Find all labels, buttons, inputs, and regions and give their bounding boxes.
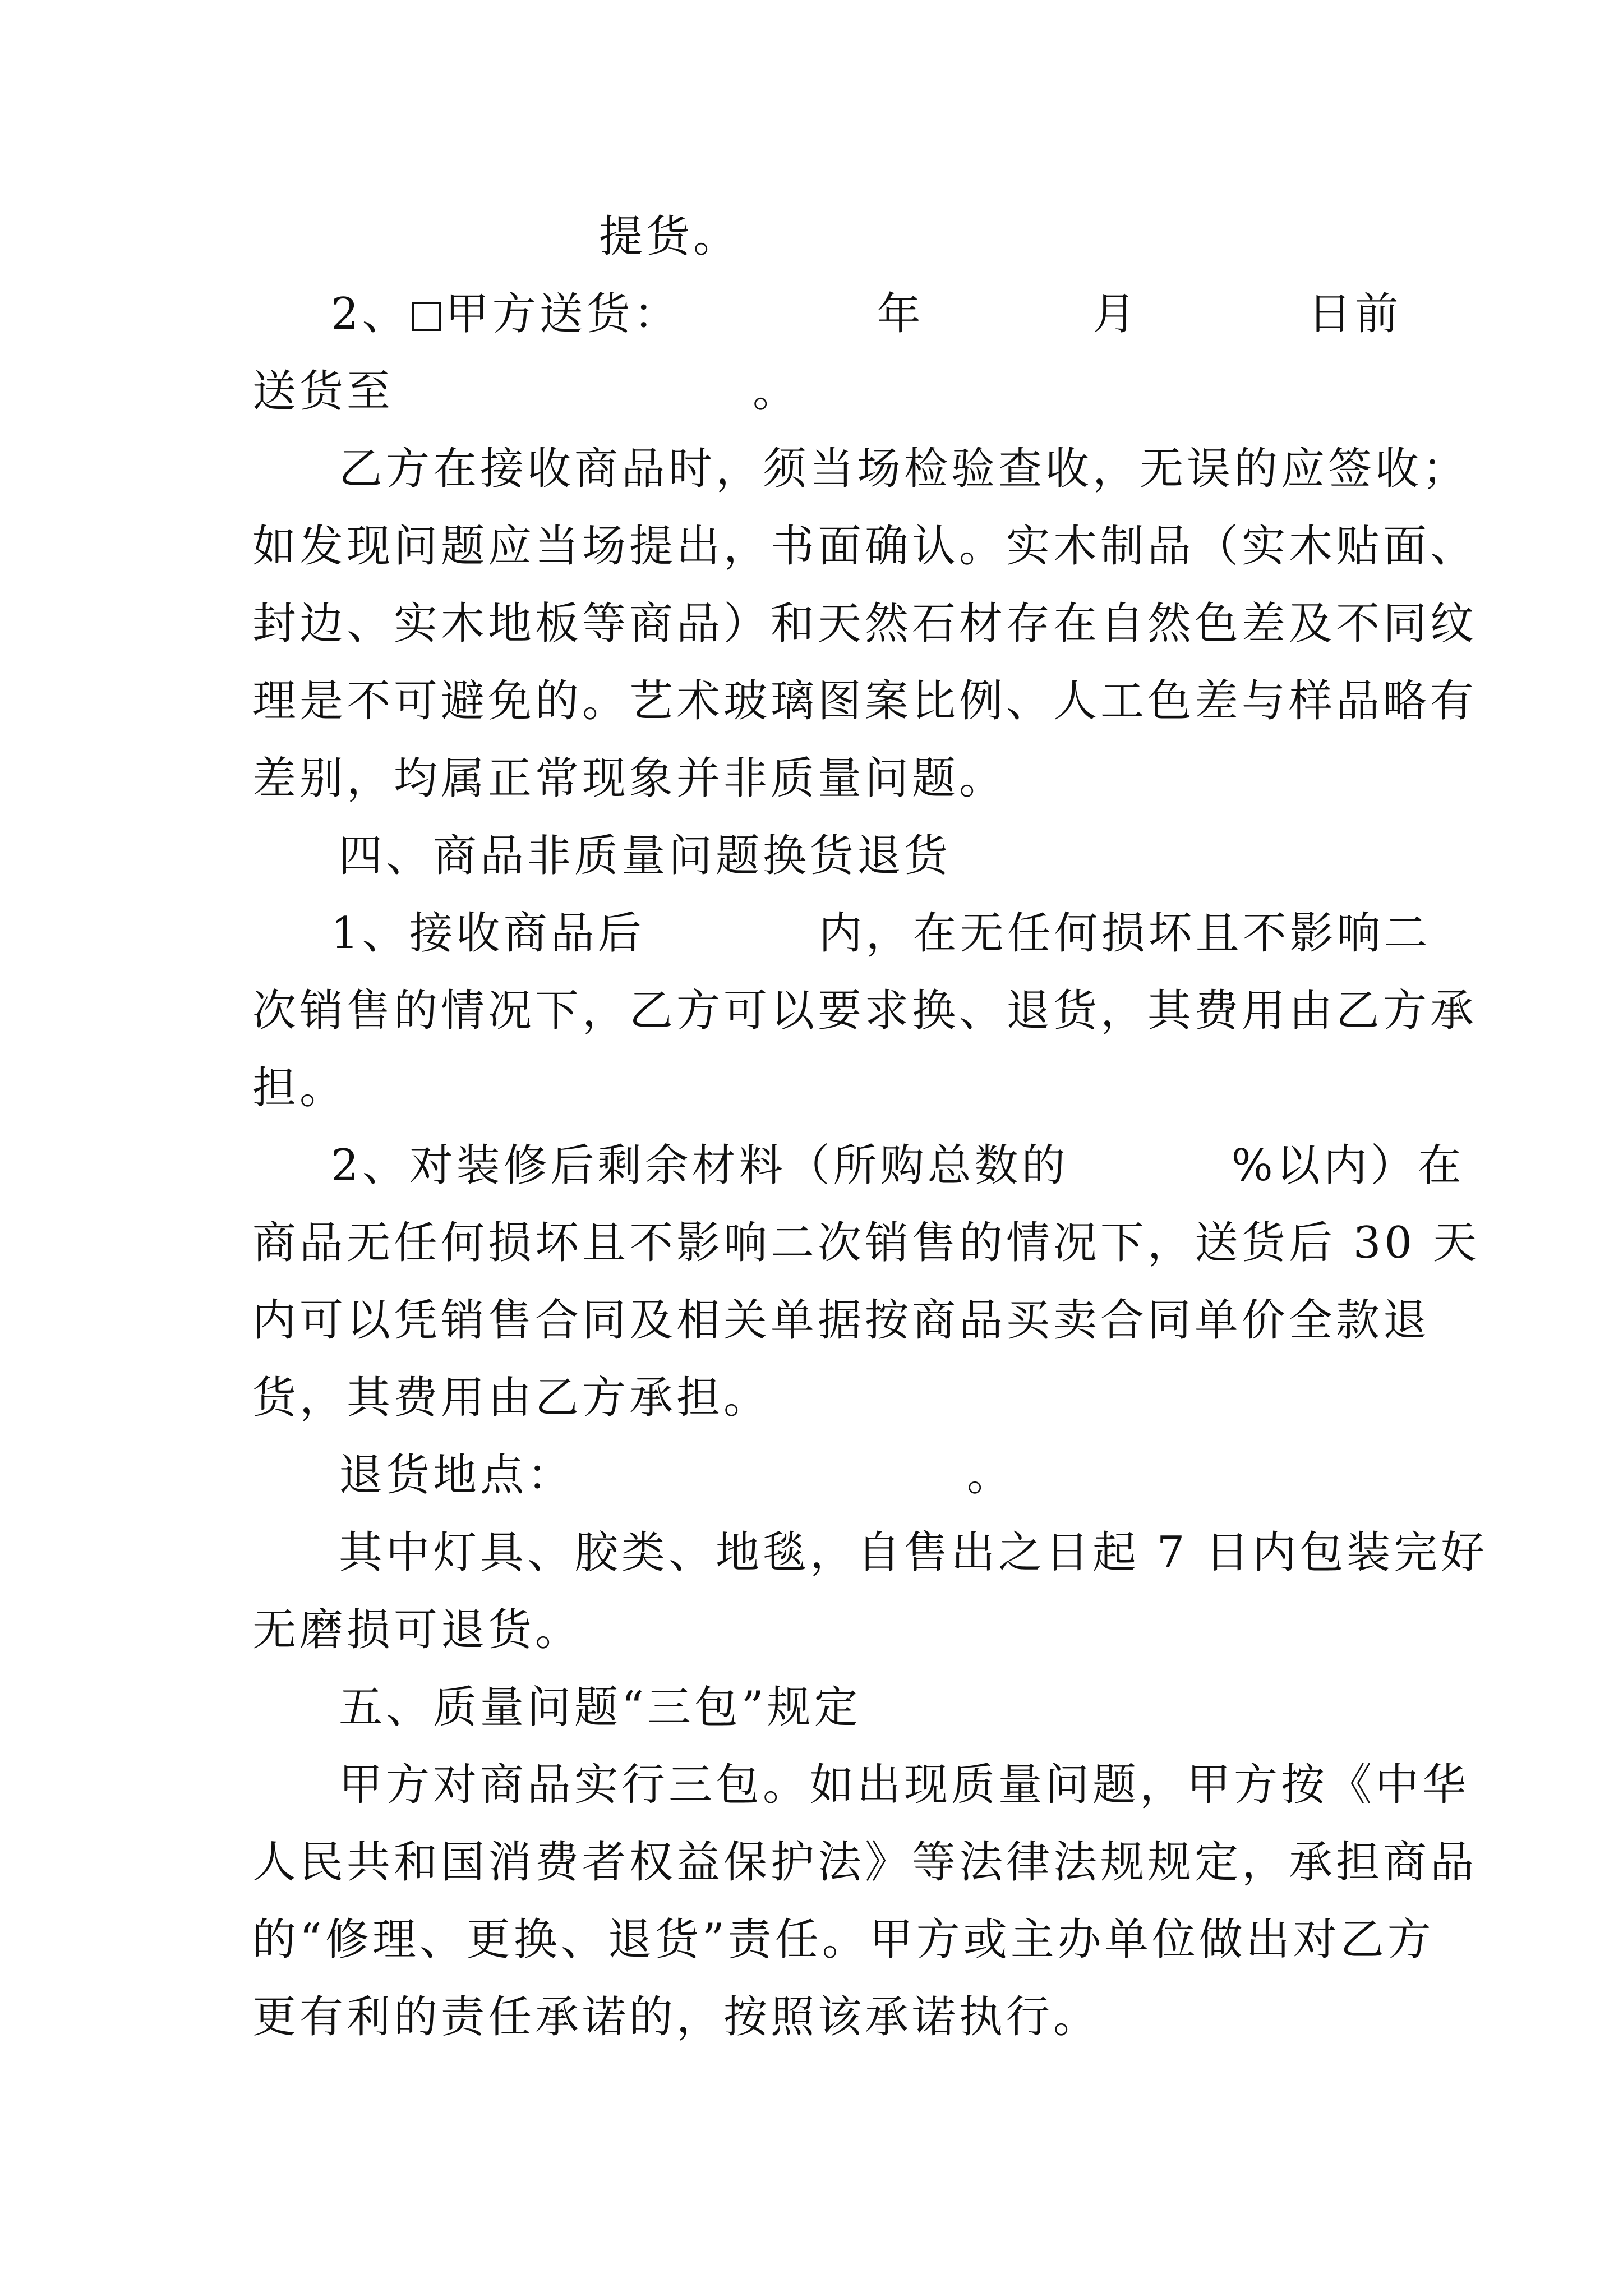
text-line — [252, 673, 1478, 729]
item-number: 2、 — [331, 289, 409, 339]
line-text: 乙方在接收商品时，须当场检验查收，无误的应签收； — [339, 444, 1470, 494]
text-line — [252, 1215, 1480, 1271]
text-line — [252, 1602, 1391, 1658]
text-line — [252, 596, 1478, 652]
section-heading — [339, 828, 1391, 884]
text-line — [252, 1060, 1391, 1116]
text-line — [339, 1757, 1470, 1813]
text-line — [599, 209, 1623, 265]
text-line — [252, 518, 1478, 574]
line-text: %以内）在 — [1231, 1140, 1465, 1191]
line-text: 封边、实木地板等商品）和天然石材存在自然色差及不同纹 — [252, 599, 1478, 649]
line-text: 差别，均属正常现象并非质量问题。 — [252, 753, 1007, 804]
text-line — [331, 1138, 1465, 1194]
line-text: 的“修理、更换、退货”责任。甲方或主办单位做出对乙方 — [252, 1915, 1435, 1965]
line-text: 甲方对商品实行三包。如出现质量问题，甲方按《中华 — [339, 1760, 1470, 1810]
line-text: 送货至 — [252, 366, 394, 417]
text-line — [339, 441, 1470, 497]
line-text: 人民共和国消费者权益保护法》等法律法规规定，承担商品 — [252, 1837, 1478, 1888]
line-text: 次销售的情况下，乙方可以要求换、退货，其费用由乙方承 — [252, 986, 1478, 1036]
text-line — [252, 1834, 1478, 1890]
text-line — [339, 1525, 1488, 1581]
line-text: 。 — [967, 1450, 1015, 1501]
delivery-label: 甲方送货： — [445, 289, 681, 339]
section-heading-text: 五、质量问题“三包”规定 — [339, 1682, 861, 1733]
line-text: 退货地点： — [339, 1450, 575, 1501]
line-text: 提货。 — [599, 211, 741, 262]
text-line — [252, 751, 1391, 807]
line-text: 无磨损可退货。 — [252, 1605, 583, 1655]
line-text: 。 — [753, 366, 800, 417]
delivery-checkbox[interactable] — [412, 302, 441, 331]
line-text: 内，在无任何损坏且不影响二 — [818, 908, 1431, 959]
line-text: 货，其费用由乙方承担。 — [252, 1373, 771, 1423]
text-line — [252, 364, 1391, 420]
line-text: 担。 — [252, 1063, 347, 1114]
text-line — [252, 1989, 1391, 2045]
section-heading-text: 四、商品非质量问题换货退货 — [339, 831, 952, 881]
month-label: 月 — [1092, 289, 1140, 339]
text-line — [339, 1447, 1391, 1503]
text-line — [252, 1370, 1391, 1426]
year-label: 年 — [877, 289, 924, 339]
day-label: 日前 — [1307, 289, 1402, 339]
text-line — [252, 1912, 1435, 1968]
line-text: 理是不可避免的。艺术玻璃图案比例、人工色差与样品略有 — [252, 676, 1478, 726]
delivery-option-line — [331, 286, 1402, 342]
line-text: 1、接收商品后 — [331, 908, 645, 959]
line-text: 内可以凭销售合同及相关单据按商品买卖合同单价全款退 — [252, 1295, 1431, 1346]
text-line — [331, 905, 1431, 961]
line-text: 商品无任何损坏且不影响二次销售的情况下，送货后 30 天 — [252, 1218, 1480, 1268]
line-text: 2、对装修后剩余材料（所购总数的 — [331, 1140, 1069, 1191]
section-heading — [339, 1680, 1391, 1736]
text-line — [252, 1292, 1431, 1349]
line-text: 更有利的责任承诺的，按照该承诺执行。 — [252, 1992, 1101, 2042]
line-text: 如发现问题应当场提出，书面确认。实木制品（实木贴面、 — [252, 521, 1478, 572]
line-text: 其中灯具、胶类、地毯，自售出之日起 7 日内包装完好 — [339, 1527, 1488, 1578]
text-line — [252, 983, 1478, 1039]
